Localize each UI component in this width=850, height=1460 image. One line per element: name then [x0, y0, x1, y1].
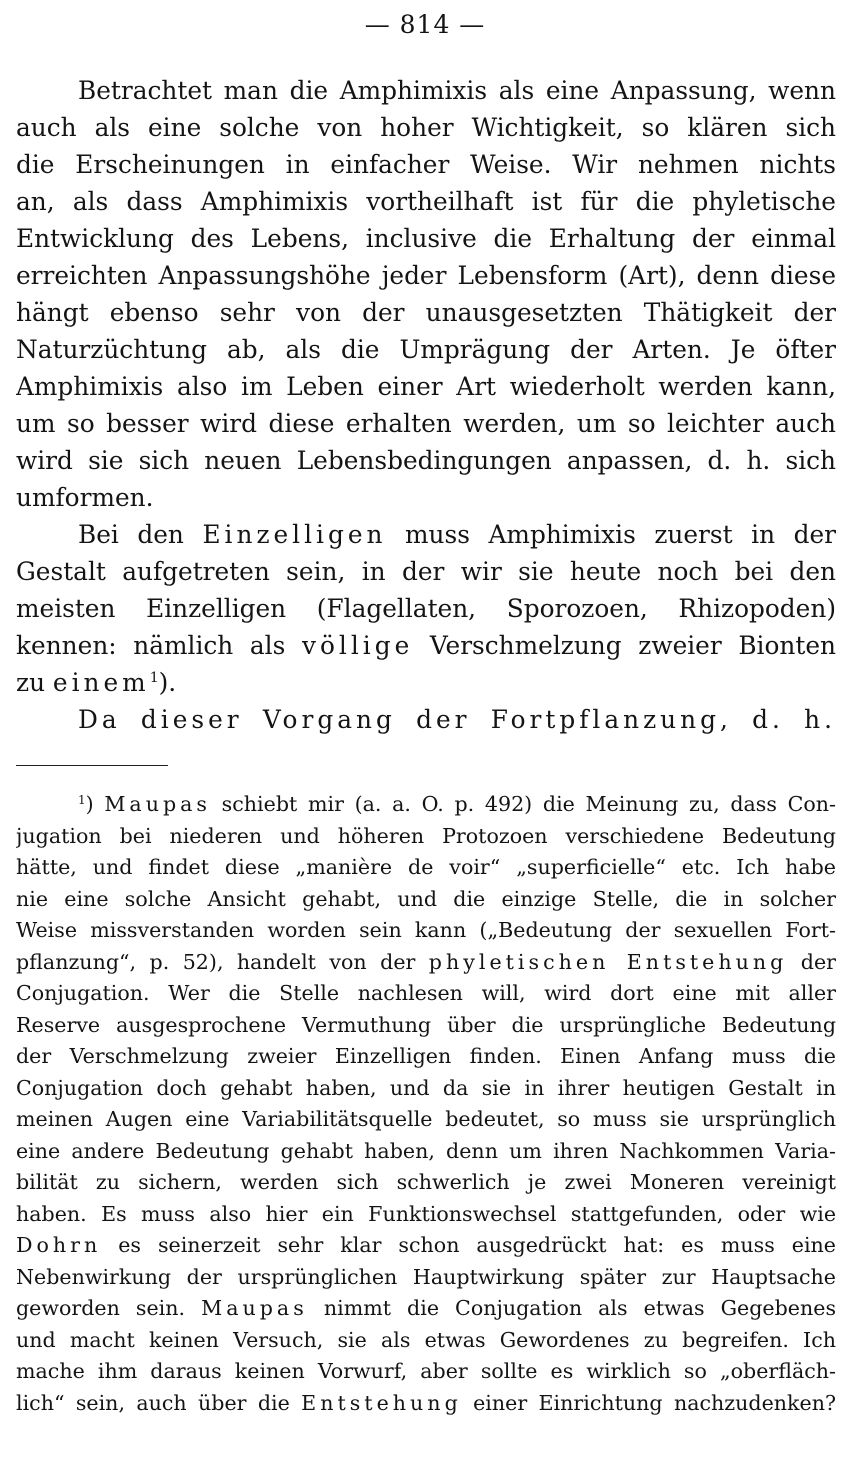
- text-run: ): [85, 792, 105, 816]
- footnote-line: und macht keinen Versuch, sie als etwas Gewordenes zu begreifen. Ich: [16, 1327, 836, 1352]
- footnote-line: bilität zu sichern, werden sich schwerlich je zwei Moneren vereinigt: [16, 1170, 836, 1194]
- text-run: nimmt die Conjugation als etwas Gegebenes: [307, 1296, 836, 1320]
- footnote-line: Conjugation doch gehabt haben, und da sie in ihrer heutigen Gestalt in: [16, 1075, 836, 1100]
- text-line: Naturzüchtung ab, als die Umprägung der Arten. Je öfter: [16, 335, 836, 364]
- text-run: lich“ sein, auch über die: [16, 1390, 302, 1415]
- text-line: auch als eine solche von hoher Wichtigkeit, so klären sich: [16, 113, 836, 142]
- emphasis-spaced: einem: [52, 668, 150, 697]
- text-line: meisten Einzelligen (Flagellaten, Sporozoen, Rhizopoden): [16, 594, 836, 623]
- emphasis-spaced: Maupas: [104, 792, 212, 816]
- text-run: pflanzung“, p. 52), handelt von der: [16, 949, 429, 974]
- text-run: muss Amphimixis zuerst in der: [386, 520, 836, 549]
- footnote-line: [16, 1293, 836, 1325]
- footnote: [16, 789, 836, 1419]
- text-line: [16, 664, 836, 701]
- footnote-line: Nebenwirkung der ursprünglichen Hauptwirkung später zur Hauptsache: [16, 1264, 836, 1289]
- text-line: erreichten Anpassungshöhe jeder Lebensform (Art), denn diese: [16, 261, 836, 290]
- emphasis-spaced: phyletischen Entstehung: [428, 949, 788, 974]
- main-text: [16, 72, 836, 738]
- text-line: die Erscheinungen in einfacher Weise. Wir nehmen nichts: [16, 150, 836, 179]
- text-line: [16, 516, 836, 553]
- text-run: kennen: nämlich als: [16, 631, 302, 660]
- text-run: Verschmelzung zweier Bionten: [413, 631, 836, 660]
- text-run: zu: [16, 668, 53, 697]
- emphasis-spaced: völlige: [301, 631, 414, 660]
- text-line: Gestalt aufgetreten sein, in der wir sie heute noch bei den: [16, 557, 836, 586]
- footnote-line: Conjugation. Wer die Stelle nachlesen will, wird dort eine mit aller: [16, 981, 836, 1005]
- footnote-line: meinen Augen eine Variabilitätsquelle bedeutet, so muss sie ursprünglich: [16, 1107, 836, 1131]
- footnote-line: [16, 1230, 836, 1262]
- footnote-marker: 1: [78, 793, 86, 807]
- footnote-line: haben. Es muss also hier ein Funktionswechsel stattgefunden, oder wie: [16, 1201, 836, 1226]
- footnote-line: jugation bei niederen und höheren Protozoen verschiedene Bedeutung: [16, 823, 836, 848]
- footnote-line: der Verschmelzung zweier Einzelligen finden. Einen Anfang muss die: [16, 1044, 836, 1068]
- emphasis-spaced: Entstehung: [301, 1390, 462, 1415]
- text-run: Bei den: [78, 520, 203, 549]
- text-line: Entwicklung des Lebens, inclusive die Erhaltung der einmal: [16, 224, 836, 253]
- footnote-line: [16, 1388, 836, 1420]
- footnote-line: [16, 947, 836, 979]
- text-run: ).: [158, 668, 177, 697]
- emphasis-spaced: Maupas: [201, 1296, 308, 1320]
- text-line: umformen.: [16, 483, 154, 512]
- text-run: einer Einrichtung nachzudenken?: [461, 1390, 836, 1415]
- text-run: der: [787, 949, 836, 974]
- text-line: an, als dass Amphimixis vortheilhaft ist für die phyletische: [16, 187, 836, 216]
- footnote-line: hätte, und findet diese „manière de voir“ „superficielle“ etc. Ich habe: [16, 855, 836, 879]
- text-line: um so besser wird diese erhalten werden, um so leichter auch: [16, 409, 836, 438]
- footnote-line: Reserve ausgesprochene Vermuthung über die ursprüngliche Bedeutung: [16, 1012, 836, 1037]
- footnote-line: Weise missverstanden worden sein kann („Bedeutung der sexuellen Fort-: [16, 918, 836, 942]
- text-run: schiebt mir (a. a. O. p. 492) die Meinung zu, dass Con-: [211, 792, 836, 816]
- footnote-line: [16, 789, 836, 821]
- footnote-divider: [16, 765, 168, 766]
- page-number: — 814 —: [364, 10, 486, 39]
- text-line: [16, 627, 836, 664]
- text-line: Betrachtet man die Amphimixis als eine Anpassung, wenn: [78, 76, 836, 105]
- text-run: geworden sein.: [16, 1296, 202, 1320]
- text-run: es seinerzeit sehr klar schon ausgedrückt hat: es muss eine: [101, 1233, 836, 1257]
- emphasis-spaced: Dohrn: [16, 1233, 102, 1257]
- text-line: Amphimixis also im Leben einer Art wiederholt werden kann,: [16, 372, 836, 401]
- text-line: hängt ebenso sehr von der unausgesetzten Thätigkeit der: [16, 298, 836, 327]
- emphasis-spaced: Einzelligen: [202, 520, 387, 549]
- footnote-line: mache ihm daraus keinen Vorwurf, aber sollte es wirklich so „oberfläch-: [16, 1359, 836, 1383]
- footnote-reference: 1: [149, 670, 159, 686]
- text-line: wird sie sich neuen Lebensbedingungen anpassen, d. h. sich: [16, 446, 836, 475]
- text-line-spaced: Da dieser Vorgang der Fortpflanzung, d. h.: [78, 705, 836, 734]
- footnote-line: eine andere Bedeutung gehabt haben, denn um ihren Nachkommen Varia-: [16, 1138, 836, 1163]
- footnote-line: nie eine solche Ansicht gehabt, und die einzige Stelle, die in solcher: [16, 886, 836, 911]
